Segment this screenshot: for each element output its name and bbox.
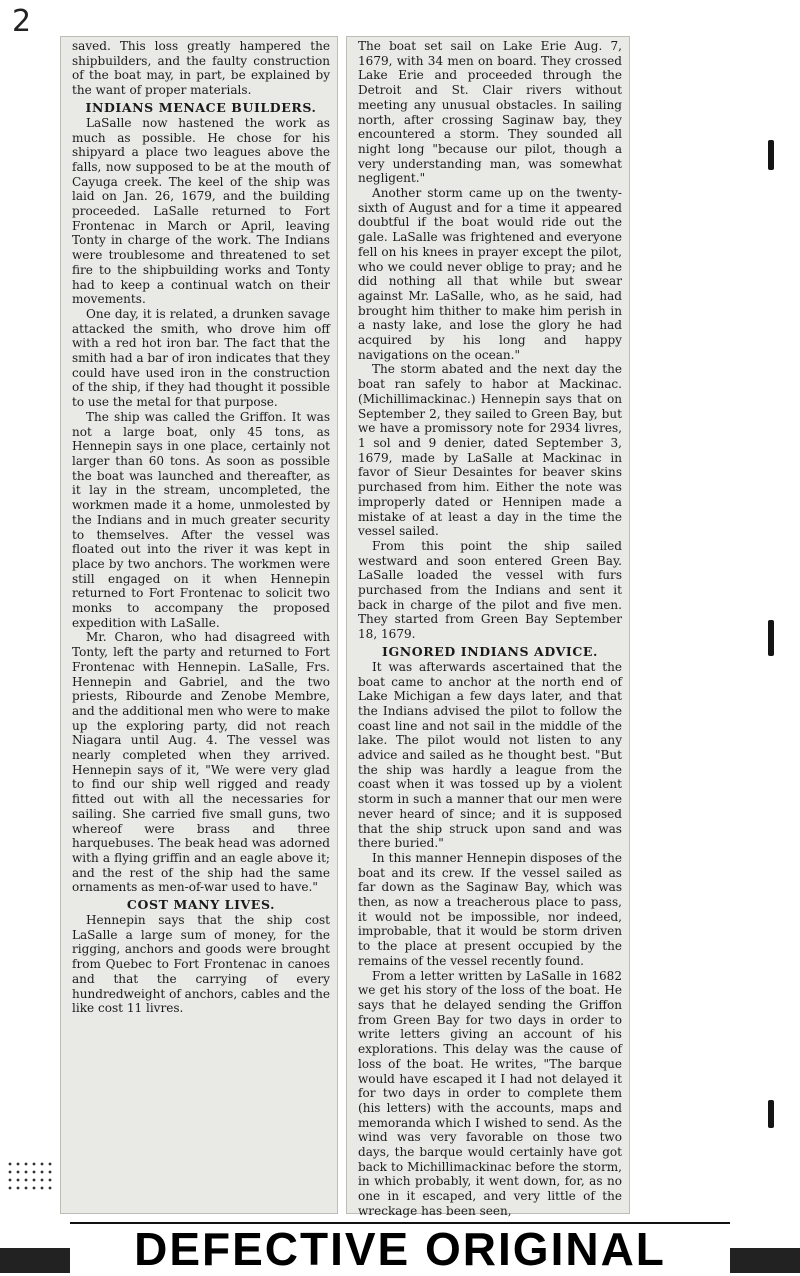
article-paragraph: In this manner Hennepin disposes of the boat and its crew. If the vessel sailed as far down as the Saginaw Bay, which was then, as now a treacherous place to pass, it would not be impossible, nor indeed, improbable, that it would be storm driven to the place at present occupied by the remains of the vessel recently found. — [358, 850, 622, 968]
article-paragraph: One day, it is related, a drunken savage attacked the smith, who drove him off with a red hot iron bar. The fact that the smith had a bar of iron indicates that they could have used iron in the construction of the ship, if they had thought it possible to use the metal for that purpose. — [72, 306, 330, 410]
defective-original-stamp — [70, 1222, 730, 1274]
edge-binding-mark — [768, 1100, 774, 1128]
edge-binding-mark — [768, 620, 774, 656]
article-paragraph: Another storm came up on the twenty-sixth of August and for a time it appeared doubtful if the boat would ride out the gale. LaSalle was frightened and everyone fell on his knees in prayer except the pilot, who we could never oblige to pray; and he did nothing all that while but swear against Mr. LaSalle, who, as he said, had brought him thither to make him perish in a nasty lake, and lose the glory he had acquired by his long and happy navigations on the ocean." — [358, 186, 622, 362]
page-number: 2 — [12, 4, 32, 39]
clipping-right-column — [346, 36, 630, 1218]
section-heading: COST MANY LIVES. — [126, 897, 276, 913]
banner-bar-right — [728, 1248, 800, 1273]
scan-dot-artifact — [6, 1160, 54, 1194]
article-paragraph: The ship was called the Griffon. It was not a large boat, only 45 tons, as Hennepin says in one place, certainly not larger than 60 tons. As soon as possible the boat was launched and thereafter, as it lay in the stream, uncompleted, the workmen made it a home, unmolested by the Indians and in much greater security to themselves. After the vessel was floated out into the river it was kept in place by two anchors. The workmen were still engaged on it when Hennepin returned to Fort Frontenac to solicit two monks to accompany the proposed expedition with LaSalle. — [72, 409, 330, 630]
left-column-text — [60, 36, 338, 1016]
section-heading: INDIANS MENACE BUILDERS. — [85, 99, 317, 115]
article-paragraph: Mr. Charon, who had disagreed with Tonty, left the party and returned to Fort Frontenac with Hennepin. LaSalle, Frs. Hennepin and Gabriel, and the two priests, Ribourde and Zenobe Membre, and the additional men who were to make up the exploring party, did not reach Niagara until Aug. 4. The vessel was nearly completed when they arrived. Hennepin says of it, "We were very glad to find our ship well rigged and ready fitted out with all the necessaries for sailing. She carried five small guns, two whereof were brass and three harquebuses. The beak head was adorned with a flying griffin and an eagle above it; and the rest of the ship had the same ornaments as men-of-war used to have." — [72, 630, 330, 895]
clipping-left-column — [60, 36, 338, 1214]
stamp-text: DEFECTIVE ORIGINAL — [134, 1223, 666, 1275]
article-paragraph: The boat set sail on Lake Erie Aug. 7, 1679, with 34 men on board. They crossed Lake Erie and proceeded through the Detroit and St. Clair rivers without meeting any unusual obstacles. In sailing north, after crossing Saginaw bay, they encountered a storm. They sounded all night long "because our pilot, though a very understanding man, was somewhat negligent." — [358, 39, 622, 186]
article-paragraph: The storm abated and the next day the boat ran safely to habor at Mackinac. (Michillimackinac.) Hennepin says that on September 2, they sailed to Green Bay, but we have a promissory note for 2934 livres, 1 sol and 9 denier, dated September 3, 1679, made by LaSalle at Mackinac in favor of Sieur Desaintes for beaver skins purchased from him. Either the note was improperly dated or Hennipen made a mistake of at least a day in the time the vessel sailed. — [358, 362, 622, 539]
article-paragraph: From this point the ship sailed westward and soon entered Green Bay. LaSalle loaded the vessel with furs purchased from the Indians and sent it back in charge of the pilot and five men. They started from Green Bay September 18, 1679. — [358, 538, 622, 642]
article-paragraph: Hennepin says that the ship cost LaSalle a large sum of money, for the rigging, anchors and goods were brought from Quebec to Fort Frontenac in canoes and that the carrying of every hundredweight of anchors, cables and the like cost 11 livres. — [72, 913, 330, 1016]
article-paragraph: saved. This loss greatly hampered the shipbuilders, and the faulty construction of the boat may, in part, be explained by the want of proper materials. — [72, 39, 330, 98]
article-paragraph: From a letter written by LaSalle in 1682 we get his story of the loss of the boat. He says that he delayed sending the Griffon from Green Bay for two days in order to write letters giving an account of his explorations. This delay was the cause of loss of the boat. He writes, "The barque would have escaped it I had not delayed it for two days in order to complete them (his letters) with the accounts, maps and memoranda which I wished to send. As the wind was very favorable on those two days, the barque would certainly have got back to Michillimackinac before the storm, in which probably, it went down, for, as no one in it escaped, and very little of the wreckage has been seen, — [358, 968, 622, 1218]
edge-binding-mark — [768, 140, 774, 170]
right-column-text — [346, 36, 630, 1219]
article-paragraph: LaSalle now hastened the work as much as possible. He chose for his shipyard a place two leagues above the falls, now supposed to be at the mouth of Cayuga creek. The keel of the ship was laid on Jan. 26, 1679, and the building proceeded. LaSalle returned to Fort Frontenac in March or April, leaving Tonty in charge of the work. The Indians were troublesome and threatened to set fire to the shipbuilding works and Tonty had to keep a continual watch on their movements. — [72, 115, 330, 307]
article-paragraph: It was afterwards ascertained that the boat came to anchor at the north end of Lake Michigan a few days later, and that the Indians advised the pilot to follow the coast line and not sail in the middle of the lake. The pilot would not listen to any advice and sailed as he thought best. "But the ship was hardly a league from the coast when it was tossed up by a violent storm in such a manner that our men were never heard of since; and it is supposed that the ship struck upon sand and was there buried." — [358, 659, 622, 851]
section-heading: IGNORED INDIANS ADVICE. — [382, 643, 598, 659]
banner-bar-left — [0, 1248, 72, 1273]
